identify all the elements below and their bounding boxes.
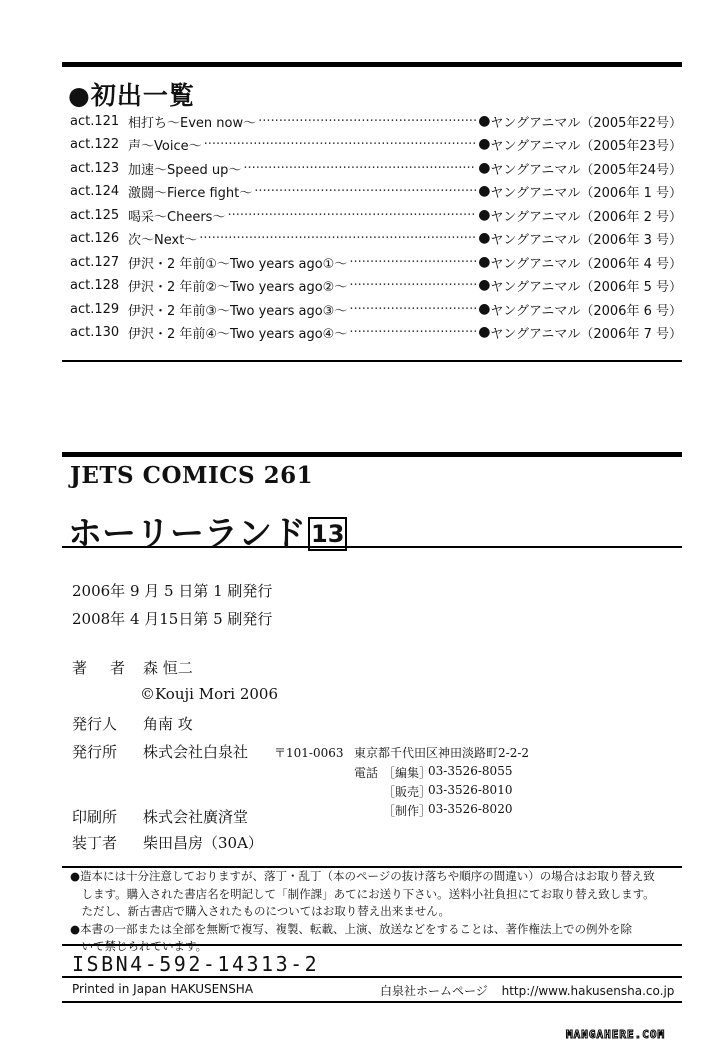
toc-leader-dots	[349, 278, 476, 293]
toc-act: act.130	[70, 324, 120, 340]
phone-dept: ［販売］	[383, 785, 432, 799]
watermark-logo: MANGAHERE.COM	[566, 1028, 666, 1041]
toc-act: act.127	[70, 254, 120, 270]
toc-source: ヤングアニマル（2006年 2 号）	[490, 209, 682, 225]
toc-act: act.121	[70, 113, 120, 129]
toc-source: ヤングアニマル（2006年 7 号）	[490, 326, 682, 342]
toc-leader-dots	[243, 161, 476, 176]
toc-act: act.122	[70, 136, 120, 152]
bullet-icon: ●	[478, 301, 491, 317]
toc-row	[70, 322, 682, 342]
note-line: します。購入された書店名を明記して「制作課」あてにお送り下さい。送料小社負担にてお取り替え致します。	[70, 886, 655, 901]
publisher-person: 角南 攻	[143, 715, 193, 733]
phone-number: 03-3526-8055	[428, 764, 513, 778]
phone-label: 電話	[354, 766, 379, 780]
toc-row	[70, 299, 682, 319]
toc-title: 激闘〜Fierce fight〜	[128, 185, 253, 201]
toc-row	[70, 275, 682, 295]
printer-label: 印刷所	[72, 808, 118, 826]
toc-leader-dots	[349, 255, 476, 270]
phone-number: 03-3526-8010	[428, 783, 513, 797]
address: 東京都千代田区神田淡路町2-2-2	[354, 746, 530, 760]
author-name: 森 恒二	[143, 659, 193, 677]
bullet-icon: ●	[478, 230, 491, 246]
series-name: JETS COMICS 261	[70, 462, 314, 489]
toc-leader-dots	[204, 137, 477, 152]
toc-title: 喝采〜Cheers〜	[128, 209, 226, 225]
footer-bottom-rule	[62, 1001, 682, 1003]
toc-row	[70, 252, 682, 272]
toc-row	[70, 111, 682, 131]
toc-title: 加速〜Speed up〜	[128, 162, 242, 178]
toc-row	[70, 181, 682, 201]
toc-leader-dots	[349, 302, 476, 317]
isbn-bottom-rule	[62, 976, 682, 978]
top-rule	[62, 62, 682, 67]
bullet-icon: ●	[478, 277, 491, 293]
publisher-person-label: 発行人	[72, 715, 118, 733]
toc-act: act.128	[70, 277, 120, 293]
toc-leader-dots	[199, 231, 476, 246]
toc-title: 伊沢・2 年前③〜Two years ago③〜	[128, 303, 348, 319]
book-title-text: ホーリーランド	[68, 514, 306, 554]
legal-notes	[70, 868, 685, 956]
copyright: ©Kouji Mori 2006	[140, 685, 279, 703]
bullet-icon: ●	[478, 254, 491, 270]
toc-title: 伊沢・2 年前①〜Two years ago①〜	[128, 256, 348, 272]
binder-name: 柴田昌房（30A）	[143, 834, 263, 852]
toc-act: act.123	[70, 160, 120, 176]
toc-source: ヤングアニマル（2006年 6 号）	[490, 303, 682, 319]
bullet-icon: ●	[478, 113, 491, 129]
publisher-label: 発行所	[72, 743, 118, 761]
printer-name: 株式会社廣済堂	[143, 808, 249, 826]
bullet-icon: ●	[478, 207, 491, 223]
toc-source: ヤングアニマル（2006年 5 号）	[490, 279, 682, 295]
toc-title: 声〜Voice〜	[128, 138, 202, 154]
volume-number: 13	[308, 517, 347, 551]
postal-code: 〒101-0063	[274, 746, 344, 760]
edition-line: 2006年 9 月 5 日第 1 刷発行	[72, 582, 273, 600]
toc-row	[70, 228, 682, 248]
toc-source: ヤングアニマル（2005年23号）	[490, 138, 682, 154]
toc-source: ヤングアニマル（2006年 1 号）	[490, 185, 682, 201]
bullet-icon: ●	[478, 183, 491, 199]
toc-leader-dots	[254, 184, 476, 199]
toc-bottom-rule	[62, 360, 682, 362]
note-line: ●本書の一部または全部を無断で複写、複製、転載、上演、放送などをすることは、著作権法上での例外を除	[70, 921, 633, 936]
toc-leader-dots	[258, 114, 476, 129]
toc-row	[70, 158, 682, 178]
toc-row	[70, 134, 682, 154]
toc-source: ヤングアニマル（2006年 3 号）	[490, 232, 682, 248]
publisher-name: 株式会社白泉社	[143, 743, 249, 761]
binder-label: 装丁者	[72, 834, 118, 852]
bullet-icon: ●	[478, 136, 491, 152]
toc-source: ヤングアニマル（2005年22号）	[490, 115, 682, 131]
toc-act: act.129	[70, 301, 120, 317]
isbn: ISBN4-592-14313-2	[72, 952, 320, 976]
note-line: いて禁じられています。	[70, 939, 208, 953]
note-line: ただし、新古書店で購入されたものについてはお取り替え出来ません。	[70, 904, 450, 918]
phone-number: 03-3526-8020	[428, 802, 513, 816]
toc-act: act.126	[70, 230, 120, 246]
bullet-icon: ●	[478, 160, 491, 176]
homepage-label: 白泉社ホームページ	[380, 984, 488, 998]
book-title	[68, 506, 347, 555]
edition-line: 2008年 4 月15日第 5 刷発行	[72, 610, 273, 628]
toc-title: 伊沢・2 年前④〜Two years ago④〜	[128, 326, 348, 342]
phone-dept: ［制作］	[383, 804, 432, 818]
toc-title: 伊沢・2 年前②〜Two years ago②〜	[128, 279, 348, 295]
phone-dept: ［編集］	[383, 766, 432, 780]
toc-heading: ●初出一覧	[68, 81, 195, 110]
printed-in: Printed in Japan HAKUSENSHA	[72, 982, 254, 996]
toc-leader-dots	[227, 208, 476, 223]
toc-title: 相打ち〜Even now〜	[128, 115, 257, 131]
note-line: ●造本には十分注意しておりますが、落丁・乱丁（本のページの抜け落ちや順序の間違い）の場合はお取り替え致	[70, 869, 655, 883]
colophon-top-rule	[62, 452, 682, 457]
toc-title: 次〜Next〜	[128, 232, 198, 248]
author-label: 著 者	[72, 659, 130, 677]
toc-act: act.124	[70, 183, 120, 199]
homepage	[380, 982, 674, 999]
toc-leader-dots	[349, 325, 476, 340]
homepage-url[interactable]: http://www.hakusensha.co.jp	[501, 984, 675, 998]
bullet-icon: ●	[478, 324, 491, 340]
toc-row	[70, 205, 682, 225]
toc-source: ヤングアニマル（2006年 4 号）	[490, 256, 682, 272]
toc-act: act.125	[70, 207, 120, 223]
toc-source: ヤングアニマル（2005年24号）	[490, 162, 682, 178]
